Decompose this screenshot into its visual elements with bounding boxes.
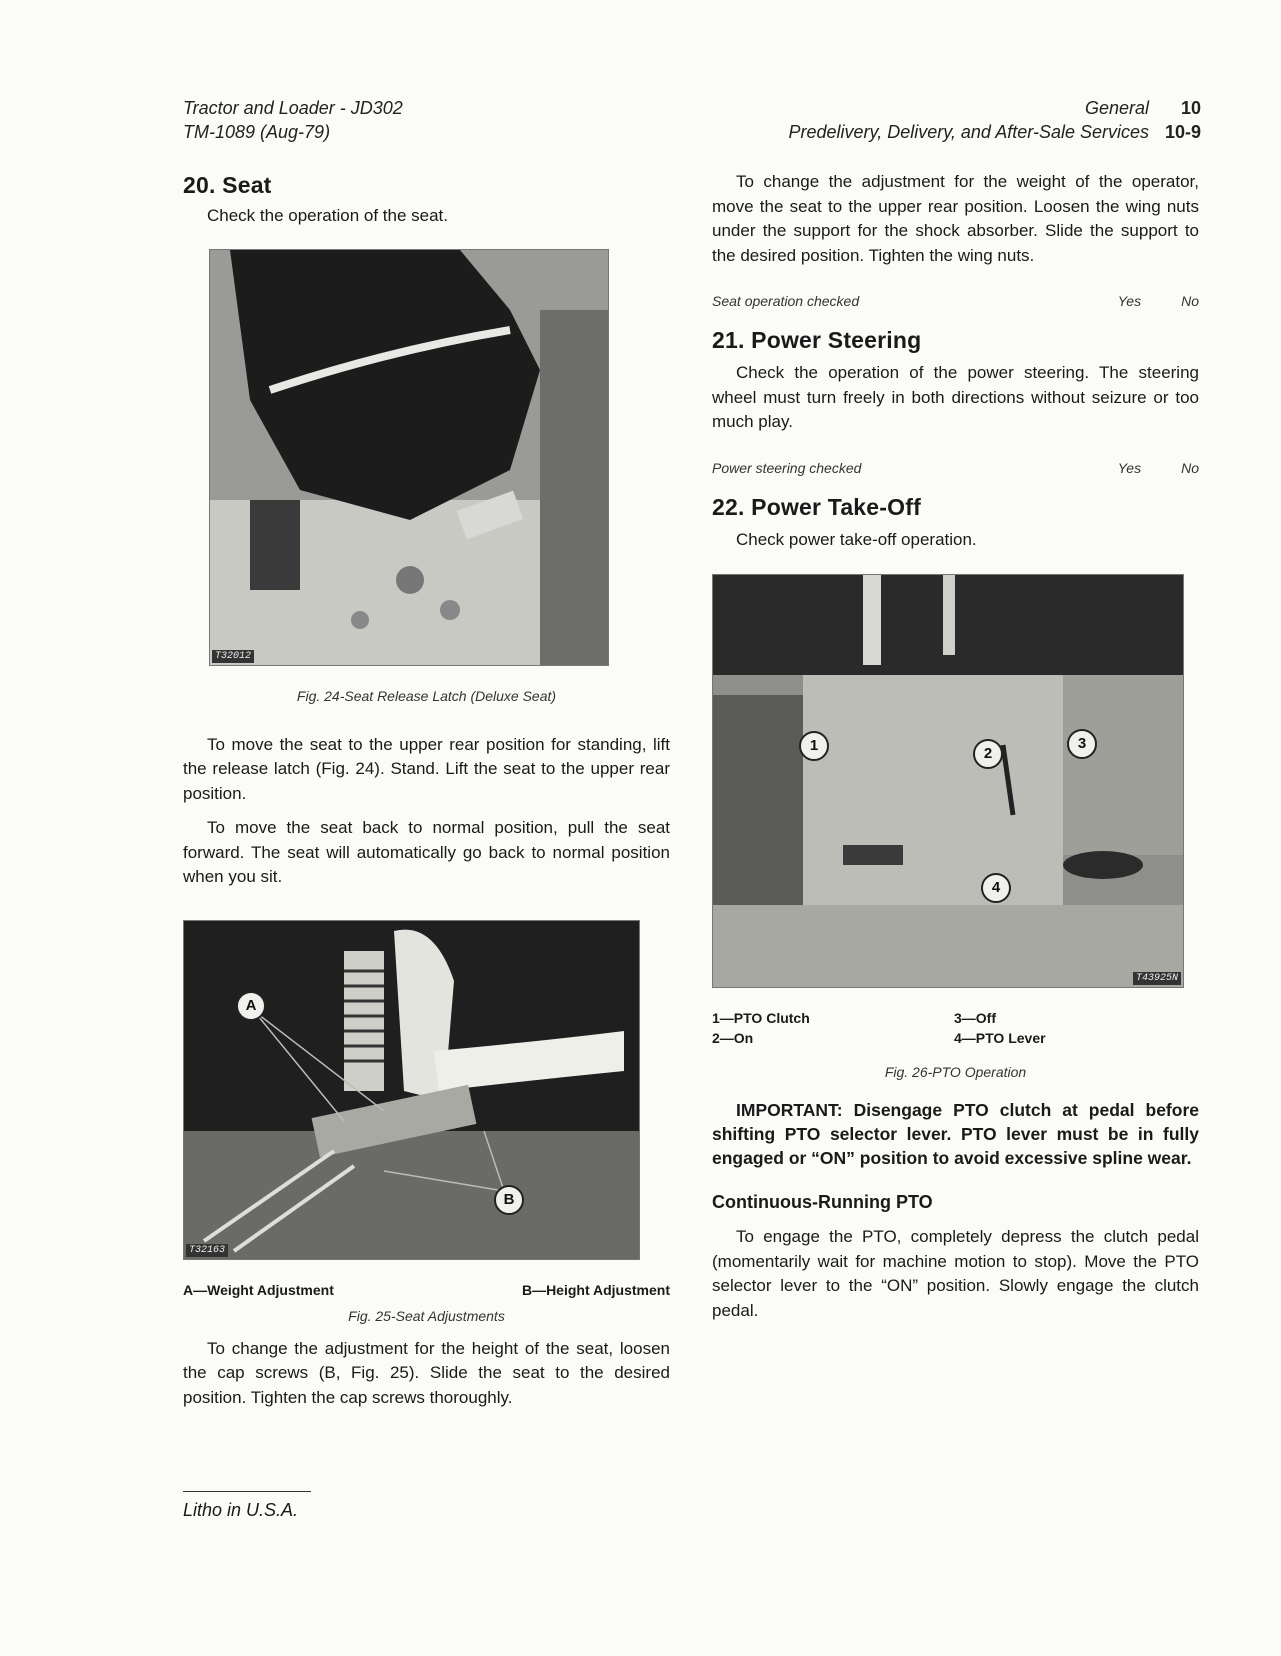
manual-code: TM-1089 (Aug-79) <box>183 122 331 142</box>
fig26-tag: T43925N <box>1133 972 1181 985</box>
fig24-tag: T32012 <box>212 650 254 663</box>
fig25-image <box>183 920 640 1260</box>
fig24-image <box>209 249 609 666</box>
section-title: General <box>1084 98 1149 118</box>
right-column <box>712 170 1199 1323</box>
seat-check-no: No <box>1181 293 1199 309</box>
manual-title: Tractor and Loader - JD302 <box>183 98 403 118</box>
fig24-caption: Fig. 24-Seat Release Latch (Deluxe Seat) <box>296 687 557 704</box>
para-weight: To change the adjustment for the weight of the operator, move the seat to the upper rear position. Loosen the wing nuts under the support for the shock absorber. Slide the support to the desired position. Tighten the wing nuts. <box>712 172 1199 265</box>
legend-pto-lever: 4—PTO Lever <box>954 1030 1046 1046</box>
fig26-marker-3: 3 <box>1067 729 1097 759</box>
footer-rule <box>183 1491 311 1492</box>
seat-intro: Check the operation of the seat. <box>207 206 448 225</box>
seat-check-yes: Yes <box>1117 293 1142 309</box>
legend-weight: A—Weight Adjustment <box>183 1281 334 1298</box>
header-left <box>183 96 403 144</box>
legend-off: 3—Off <box>954 1010 996 1026</box>
seat-check-row <box>712 293 1199 309</box>
legend-pto-clutch: 1—PTO Clutch <box>712 1010 810 1026</box>
fig25-legend <box>183 1282 670 1298</box>
continuous-heading: Continuous-Running PTO <box>712 1192 933 1212</box>
fig26-marker-1: 1 <box>799 731 829 761</box>
subsection-title: Predelivery, Delivery, and After-Sale Services <box>788 122 1149 142</box>
seat-check-label: Seat operation checked <box>712 293 860 309</box>
fig26-image <box>712 574 1184 988</box>
fig25-marker-b: B <box>494 1185 524 1215</box>
steering-text: Check the operation of the power steering. The steering wheel must turn freely in both directions without seizure or too much play. <box>712 363 1199 431</box>
steering-check-row <box>712 460 1199 476</box>
steering-heading: 21. Power Steering <box>712 327 922 353</box>
para-normal: To move the seat back to normal position, pull the seat forward. The seat will automatically go back to normal position when you sit. <box>183 818 670 886</box>
fig26-marker-4: 4 <box>981 873 1011 903</box>
legend-height: B—Height Adjustment <box>521 1281 670 1298</box>
seat-latch-photo <box>210 250 608 665</box>
legend-on: 2—On <box>712 1030 754 1046</box>
fig25-caption: Fig. 25-Seat Adjustments <box>348 1307 505 1324</box>
steering-check-label: Power steering checked <box>712 459 862 476</box>
fig26-caption: Fig. 26-PTO Operation <box>884 1064 1027 1080</box>
steering-check-no: No <box>1181 459 1199 476</box>
para-standing: To move the seat to the upper rear position for standing, lift the release latch (Fig. 24). Stand. Lift the seat to the upper rear position. <box>183 734 670 803</box>
seat-heading: 20. Seat <box>183 172 272 198</box>
page-number: 10-9 <box>1164 122 1201 142</box>
pto-photo <box>713 575 1183 987</box>
steering-check-yes: Yes <box>1117 459 1142 476</box>
fig26-legend <box>712 1008 1199 1048</box>
footer-text: Litho in U.S.A. <box>183 1500 299 1520</box>
left-column <box>183 170 670 1410</box>
seat-adjustment-photo <box>184 921 639 1259</box>
para-height: To change the adjustment for the height of the seat, loosen the cap screws (B, Fig. 25). Slide the seat to the desired position. Tighten the cap screws thoroughly. <box>183 1338 670 1407</box>
section-number: 10 <box>1180 98 1201 118</box>
important-note: IMPORTANT: Disengage PTO clutch at pedal before shifting PTO selector lever. PTO lever must be in fully engaged or “ON” position to avoid excessive spline wear. <box>712 1100 1199 1168</box>
continuous-text: To engage the PTO, completely depress the clutch pedal (momentarily wait for machine motion to stop). Move the PTO selector lever to the “ON” position. Slowly engage the clutch pedal. <box>712 1227 1199 1320</box>
fig25-tag: T32163 <box>186 1244 228 1257</box>
fig25-marker-a: A <box>236 991 266 1021</box>
header-right <box>789 96 1201 144</box>
pto-intro: Check power take-off operation. <box>736 529 977 549</box>
pto-heading: 22. Power Take-Off <box>712 493 921 520</box>
fig26-marker-2: 2 <box>973 739 1003 769</box>
